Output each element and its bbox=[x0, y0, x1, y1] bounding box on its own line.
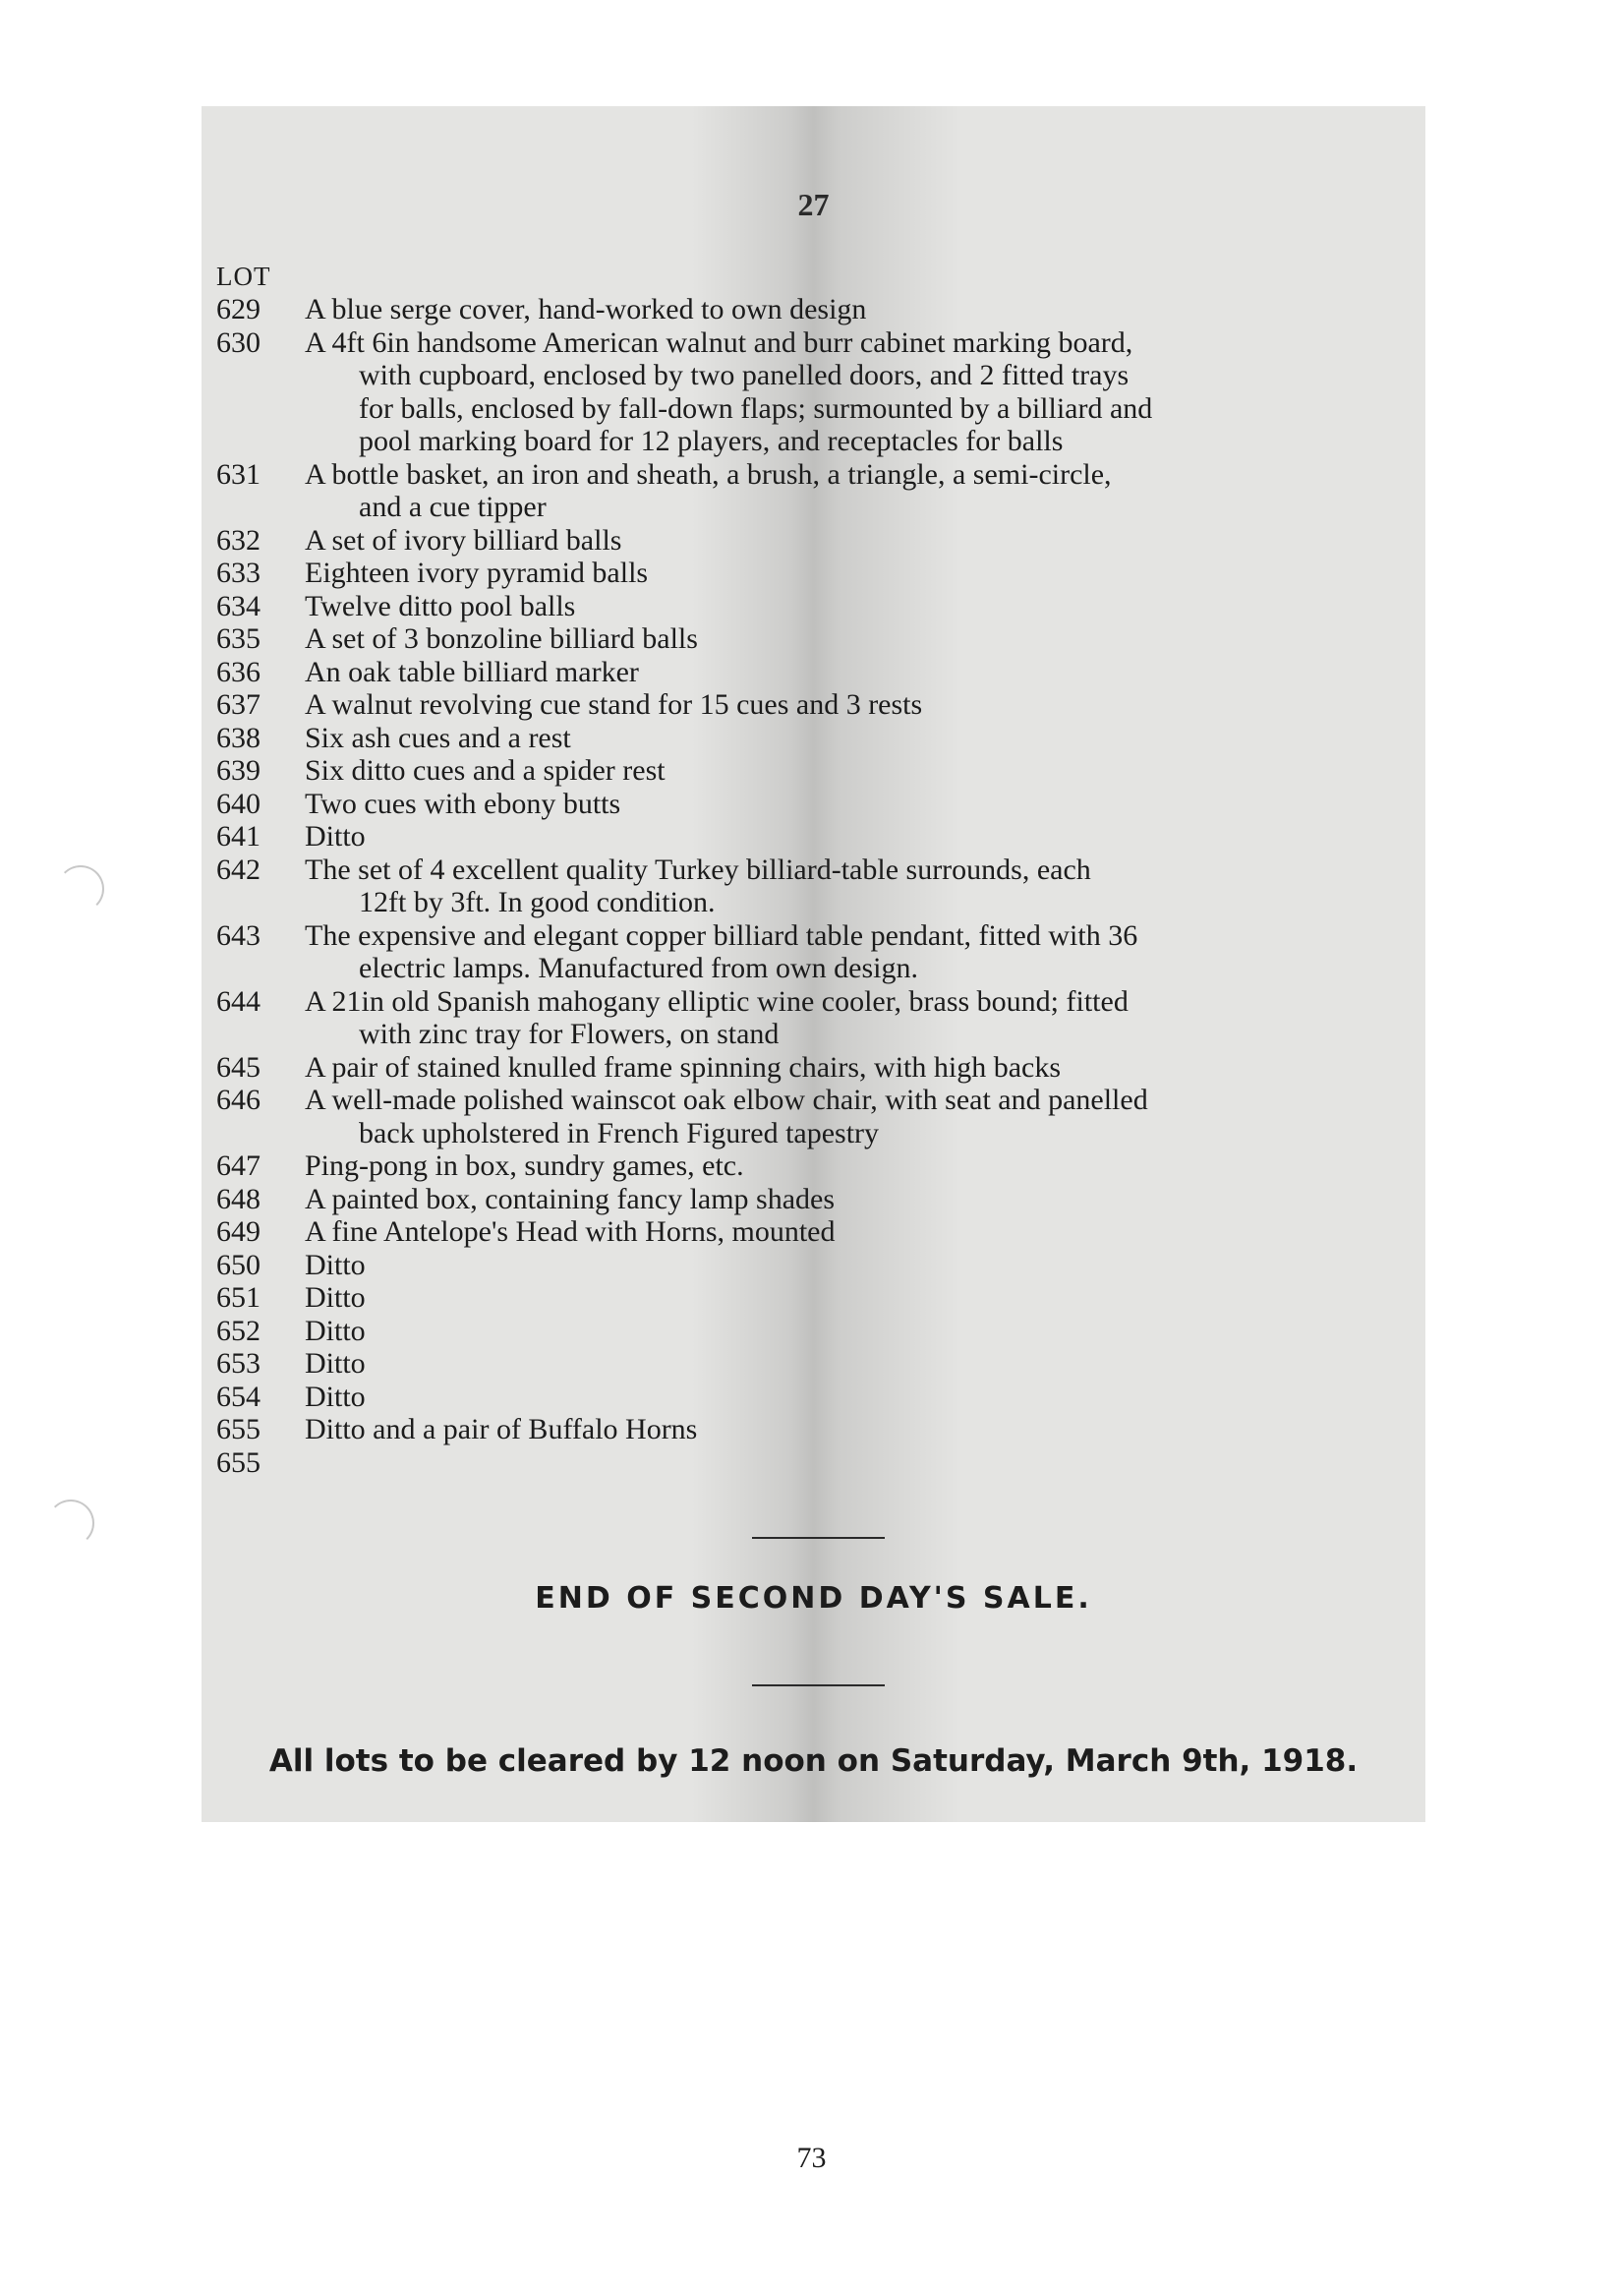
lot-number: 639 bbox=[216, 754, 261, 787]
lot-number: 646 bbox=[216, 1084, 261, 1116]
lot-description: A painted box, containing fancy lamp shades bbox=[305, 1182, 836, 1215]
lot-number: 649 bbox=[216, 1215, 261, 1248]
lot-number bbox=[216, 1018, 305, 1051]
lot-description: for balls, enclosed by fall-down flaps; surmounted by a billiard and bbox=[359, 391, 1153, 425]
folio-number: 73 bbox=[796, 2142, 827, 2174]
lot-number: 647 bbox=[216, 1149, 261, 1182]
lot-number: 641 bbox=[216, 820, 261, 853]
lot-row-continuation bbox=[216, 1117, 1425, 1150]
lot-number: 643 bbox=[216, 918, 261, 952]
lot-number bbox=[216, 886, 305, 919]
lot-number bbox=[216, 425, 305, 458]
lot-description: Ditto bbox=[305, 1248, 366, 1281]
lot-description: A 21in old Spanish mahogany elliptic wine cooler, brass bound; fitted bbox=[305, 984, 1129, 1018]
lot-row-continuation bbox=[216, 425, 1425, 458]
lot-row bbox=[216, 458, 1425, 492]
lot-description: Ditto bbox=[305, 1380, 366, 1413]
lot-description: and a cue tipper bbox=[359, 491, 547, 523]
lot-description: The expensive and elegant copper billiard table pendant, fitted with 36 bbox=[305, 918, 1138, 952]
lot-description bbox=[305, 1446, 1425, 1480]
lot-row bbox=[216, 1413, 1425, 1446]
lot-row bbox=[216, 1084, 1425, 1117]
lot-description: Ditto bbox=[305, 1347, 366, 1380]
lot-description: Six ash cues and a rest bbox=[305, 721, 571, 754]
lot-row bbox=[216, 754, 1425, 788]
lot-description: with zinc tray for Flowers, on stand bbox=[359, 1018, 780, 1050]
lot-row bbox=[216, 1381, 1425, 1414]
lot-number: 644 bbox=[216, 984, 261, 1018]
clearance-note: All lots to be cleared by 12 noon on Saturday, March 9th, 1918. bbox=[268, 1743, 1359, 1779]
lot-number bbox=[216, 491, 305, 524]
lot-description: Ping-pong in box, sundry games, etc. bbox=[305, 1149, 744, 1182]
lot-description: The set of 4 excellent quality Turkey billiard-table surrounds, each bbox=[305, 853, 1091, 886]
lot-row bbox=[216, 557, 1425, 590]
lot-description: An oak table billiard marker bbox=[305, 655, 639, 688]
lot-description: A set of 3 bonzoline billiard balls bbox=[305, 622, 698, 655]
lot-number: 637 bbox=[216, 688, 261, 721]
lot-description: Ditto bbox=[305, 1314, 366, 1347]
lot-description: electric lamps. Manufactured from own design. bbox=[359, 952, 918, 984]
lot-row bbox=[216, 1347, 1425, 1381]
lot-description: back upholstered in French Figured tapestry bbox=[359, 1116, 880, 1149]
lot-number: 631 bbox=[216, 457, 261, 491]
lot-number bbox=[216, 359, 305, 392]
lot-description: A walnut revolving cue stand for 15 cues and 3 rests bbox=[305, 688, 923, 721]
lot-row bbox=[216, 293, 1425, 326]
lot-row-continuation bbox=[216, 392, 1425, 426]
lot-number: 632 bbox=[216, 523, 261, 557]
end-of-sale-heading: END OF SECOND DAY'S SALE. bbox=[535, 1581, 1092, 1616]
lot-row bbox=[216, 622, 1425, 656]
lot-number: 629 bbox=[216, 293, 261, 325]
lot-number: 653 bbox=[216, 1347, 261, 1380]
lot-description: Six ditto cues and a spider rest bbox=[305, 754, 666, 787]
lot-list bbox=[216, 293, 1425, 1479]
lot-description: pool marking board for 12 players, and receptacles for balls bbox=[359, 425, 1064, 457]
lot-row bbox=[216, 919, 1425, 953]
lot-row-continuation bbox=[216, 359, 1425, 392]
lot-description: Eighteen ivory pyramid balls bbox=[305, 557, 649, 589]
lot-row bbox=[216, 1149, 1425, 1183]
lot-number: 635 bbox=[216, 622, 261, 655]
lot-number: 648 bbox=[216, 1182, 261, 1215]
lot-number: 654 bbox=[216, 1380, 261, 1413]
lot-row bbox=[216, 985, 1425, 1019]
lot-number: 630 bbox=[216, 325, 261, 359]
divider-top bbox=[752, 1537, 885, 1539]
lot-number: 651 bbox=[216, 1281, 261, 1314]
lot-description: Ditto bbox=[305, 820, 366, 853]
lot-number: 655 bbox=[216, 1445, 261, 1479]
divider-bottom bbox=[752, 1684, 885, 1686]
lot-description: 12ft by 3ft. In good condition. bbox=[359, 886, 716, 918]
lot-description: A 4ft 6in handsome American walnut and burr cabinet marking board, bbox=[305, 325, 1133, 359]
lot-row bbox=[216, 1051, 1425, 1085]
lot-number: 642 bbox=[216, 853, 261, 886]
lot-number: 636 bbox=[216, 655, 261, 688]
lot-row bbox=[216, 688, 1425, 722]
lot-number: 633 bbox=[216, 557, 261, 589]
punch-hole-top bbox=[57, 865, 104, 913]
lot-row bbox=[216, 1446, 1425, 1480]
lot-description: A pair of stained knulled frame spinning chairs, with high backs bbox=[305, 1050, 1061, 1084]
lot-row bbox=[216, 326, 1425, 360]
page-header-number: 27 bbox=[797, 187, 830, 222]
lot-number bbox=[216, 952, 305, 985]
lot-row bbox=[216, 722, 1425, 755]
lot-description: Two cues with ebony butts bbox=[305, 787, 621, 820]
lot-description: A blue serge cover, hand-worked to own design bbox=[305, 293, 867, 325]
lot-description: A well-made polished wainscot oak elbow chair, with seat and panelled bbox=[305, 1084, 1148, 1116]
lot-row bbox=[216, 1249, 1425, 1282]
lot-number: 640 bbox=[216, 787, 261, 820]
punch-hole-bottom bbox=[47, 1500, 94, 1547]
lot-description: with cupboard, enclosed by two panelled doors, and 2 fitted trays bbox=[359, 359, 1130, 391]
lot-row bbox=[216, 788, 1425, 821]
lot-row bbox=[216, 1183, 1425, 1216]
lot-number: 634 bbox=[216, 589, 261, 622]
lot-row-continuation bbox=[216, 886, 1425, 919]
lot-description: A set of ivory billiard balls bbox=[305, 523, 622, 557]
scanned-page bbox=[202, 106, 1425, 1822]
lot-row bbox=[216, 1315, 1425, 1348]
lot-number: 638 bbox=[216, 721, 261, 754]
lot-row bbox=[216, 524, 1425, 558]
lot-description: A bottle basket, an iron and sheath, a brush, a triangle, a semi-circle, bbox=[305, 457, 1112, 491]
lot-description: A fine Antelope's Head with Horns, mounted bbox=[305, 1215, 836, 1248]
lot-row bbox=[216, 590, 1425, 623]
lot-number: 645 bbox=[216, 1050, 261, 1084]
lot-row bbox=[216, 854, 1425, 887]
lot-row bbox=[216, 1281, 1425, 1315]
lot-column-heading: LOT bbox=[216, 262, 271, 291]
lot-row-continuation bbox=[216, 491, 1425, 524]
lot-row bbox=[216, 1215, 1425, 1249]
lot-row bbox=[216, 656, 1425, 689]
lot-row bbox=[216, 820, 1425, 854]
lot-description: Ditto and a pair of Buffalo Horns bbox=[305, 1413, 698, 1445]
lot-number bbox=[216, 392, 305, 426]
lot-description: Ditto bbox=[305, 1281, 366, 1314]
lot-number: 652 bbox=[216, 1314, 261, 1347]
lot-description: Twelve ditto pool balls bbox=[305, 589, 576, 622]
lot-number: 650 bbox=[216, 1248, 261, 1281]
lot-number bbox=[216, 1117, 305, 1150]
lot-row-continuation bbox=[216, 952, 1425, 985]
lot-row-continuation bbox=[216, 1018, 1425, 1051]
lot-number: 655 bbox=[216, 1413, 261, 1445]
